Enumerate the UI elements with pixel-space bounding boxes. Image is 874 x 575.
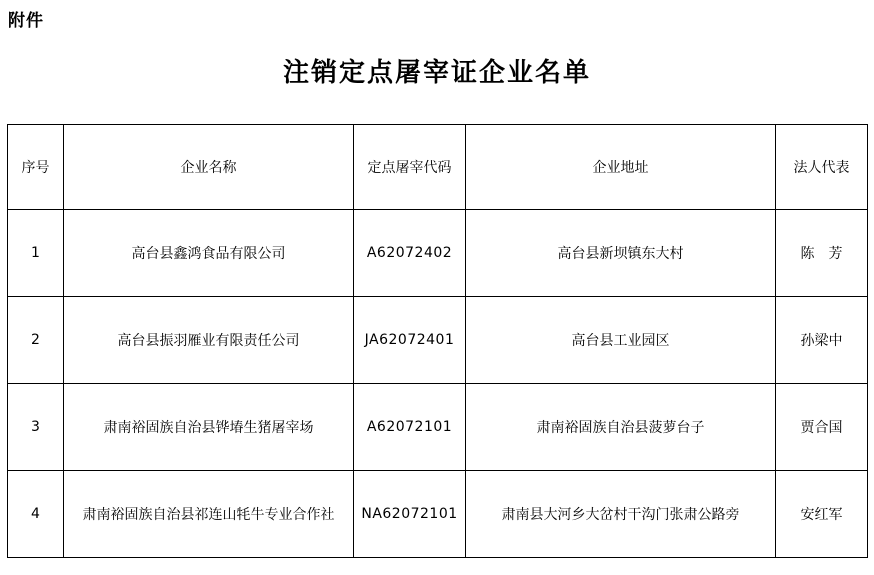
cell-legal-representative: 孙梁中: [776, 297, 868, 384]
cell-company-address: 高台县新坝镇东大村: [466, 210, 776, 297]
cell-company-name: 肃南裕固族自治县铧堾生猪屠宰场: [64, 384, 354, 471]
table-row: [8, 384, 868, 471]
cell-index: 4: [8, 471, 64, 558]
column-header-legal-representative: 法人代表: [776, 125, 868, 210]
cell-index: 2: [8, 297, 64, 384]
table-header: [8, 125, 868, 210]
cell-company-name: 肃南裕固族自治县祁连山牦牛专业合作社: [64, 471, 354, 558]
table-row: [8, 210, 868, 297]
company-list-table-wrapper: [7, 124, 867, 558]
cell-company-address: 高台县工业园区: [466, 297, 776, 384]
column-header-index: 序号: [8, 125, 64, 210]
column-header-company-address: 企业地址: [466, 125, 776, 210]
cell-slaughter-code: JA62072401: [354, 297, 466, 384]
cell-company-name: 高台县鑫鸿食品有限公司: [64, 210, 354, 297]
table-row: [8, 297, 868, 384]
table-body: [8, 210, 868, 558]
cell-index: 1: [8, 210, 64, 297]
table-header-row: [8, 125, 868, 210]
cell-legal-representative: 安红军: [776, 471, 868, 558]
column-header-company-name: 企业名称: [64, 125, 354, 210]
cell-slaughter-code: NA62072101: [354, 471, 466, 558]
cell-legal-representative: 贾合国: [776, 384, 868, 471]
cell-company-address: 肃南裕固族自治县菠萝台子: [466, 384, 776, 471]
cell-legal-representative: 陈 芳: [776, 210, 868, 297]
column-header-slaughter-code: 定点屠宰代码: [354, 125, 466, 210]
attachment-label: 附件: [8, 11, 44, 31]
page-title: 注销定点屠宰证企业名单: [282, 58, 591, 88]
cell-company-name: 高台县振羽雁业有限责任公司: [64, 297, 354, 384]
cell-slaughter-code: A62072402: [354, 210, 466, 297]
table-row: [8, 471, 868, 558]
cell-index: 3: [8, 384, 64, 471]
cell-company-address: 肃南县大河乡大岔村干沟门张肃公路旁: [466, 471, 776, 558]
company-list-table: [7, 124, 868, 558]
cell-slaughter-code: A62072101: [354, 384, 466, 471]
